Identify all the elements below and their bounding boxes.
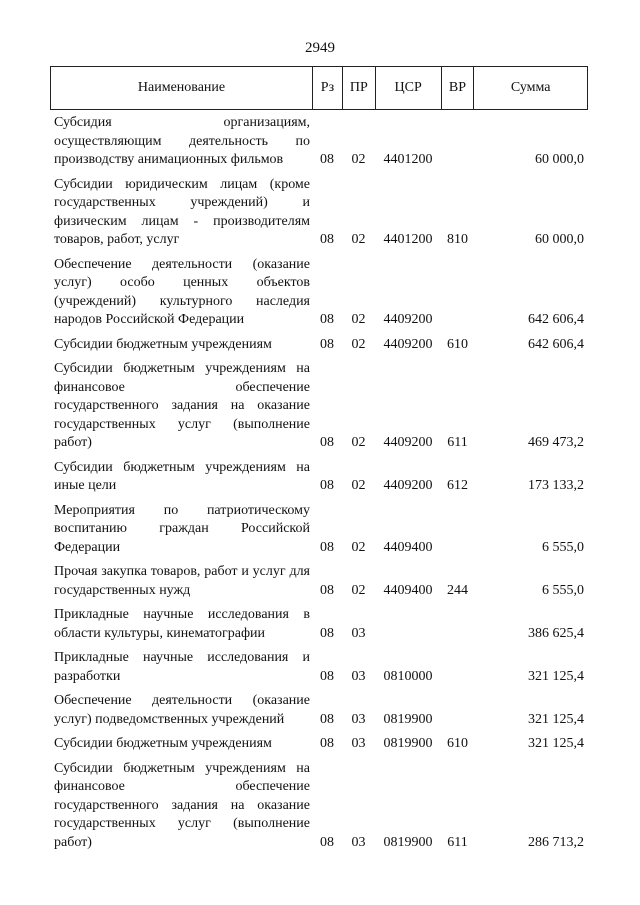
cell-sum: 173 133,2: [528, 478, 584, 493]
cell-vr: 612: [447, 478, 468, 493]
cell-csr: 4409400: [383, 582, 433, 598]
cell-vr: 611: [447, 435, 468, 450]
cell-name: Обеспечение деятельности (оказание услуг) подведомственных учреждений: [54, 693, 310, 727]
cell-pr: 02: [351, 582, 366, 598]
cell-rz: 08: [320, 668, 334, 684]
cell-rz: 08: [320, 232, 334, 247]
table-row: [50, 606, 588, 643]
cell-csr: 4409400: [383, 539, 433, 555]
cell-name: Субсидии бюджетным учреждениям: [54, 336, 272, 352]
header-csr: ЦСР: [375, 67, 441, 109]
cell-rz: 08: [320, 582, 334, 598]
table-row: [50, 256, 588, 330]
cell-name: Субсидии бюджетным учреждениям на иные цели: [54, 459, 310, 493]
cell-sum: 321 125,4: [528, 711, 584, 727]
header-rz: Рз: [312, 67, 342, 109]
cell-name: Субсидии бюджетным учреждениям: [54, 736, 272, 751]
cell-name: Субсидии юридическим лицам (кроме государственных учреждений) и физическим лицам - производителям товаров, работ, услуг: [54, 176, 310, 247]
cell-pr: 03: [351, 625, 366, 641]
table-row: [50, 459, 588, 496]
cell-sum: 642 606,4: [528, 336, 584, 352]
cell-pr: 03: [351, 834, 366, 850]
table-row: [50, 649, 588, 686]
cell-name: Прочая закупка товаров, работ и услуг для государственных нужд: [54, 564, 310, 598]
cell-pr: 02: [351, 478, 366, 493]
cell-csr: 4401200: [383, 152, 433, 167]
cell-rz: 08: [320, 834, 334, 850]
cell-csr: 4409200: [383, 336, 433, 352]
cell-csr: 4409200: [383, 478, 433, 493]
cell-pr: 02: [351, 435, 366, 450]
cell-rz: 08: [320, 336, 334, 352]
table-row: [50, 360, 588, 453]
table-row: [50, 502, 588, 558]
cell-vr: 610: [447, 736, 468, 751]
header-pr: ПР: [342, 67, 375, 109]
cell-csr: 4409200: [383, 312, 433, 327]
cell-sum: 60 000,0: [535, 152, 584, 167]
cell-pr: 02: [351, 232, 366, 247]
cell-csr: 0819900: [383, 736, 433, 751]
cell-sum: 321 125,4: [528, 736, 584, 751]
cell-rz: 08: [320, 478, 334, 493]
cell-sum: 286 713,2: [528, 834, 584, 850]
table-row: [50, 735, 588, 754]
cell-pr: 02: [351, 152, 366, 167]
cell-pr: 03: [351, 736, 366, 751]
cell-csr: 0819900: [383, 834, 433, 850]
cell-sum: 642 606,4: [528, 312, 584, 327]
cell-pr: 03: [351, 668, 366, 684]
cell-sum: 469 473,2: [528, 435, 584, 450]
table-row: [50, 563, 588, 600]
cell-name: Субсидия организациям, осуществляющим деятельность по производству анимационных фильмов: [54, 115, 310, 167]
cell-vr: 611: [447, 834, 468, 850]
cell-name: Прикладные научные исследования в области культуры, кинематографии: [54, 607, 310, 641]
cell-rz: 08: [320, 625, 334, 641]
table-row: [50, 176, 588, 250]
table-row: [50, 760, 588, 853]
cell-name: Прикладные научные исследования и разработки: [54, 650, 310, 684]
cell-sum: 321 125,4: [528, 668, 584, 684]
cell-csr: 4409200: [383, 435, 433, 450]
table-body: [50, 114, 588, 852]
cell-sum: 60 000,0: [535, 232, 584, 247]
cell-vr: 244: [447, 582, 468, 598]
cell-name: Мероприятия по патриотическому воспитанию граждан Российской Федерации: [54, 502, 310, 555]
cell-rz: 08: [320, 711, 334, 727]
cell-rz: 08: [320, 152, 334, 167]
cell-pr: 02: [351, 336, 366, 352]
header-sum: Сумма: [473, 67, 587, 109]
cell-rz: 08: [320, 435, 334, 450]
cell-csr: 0819900: [383, 711, 433, 727]
cell-name: Субсидии бюджетным учреждениям на финансовое обеспечение государственного задания на оказание государственных услуг (выполнение работ): [54, 760, 310, 850]
header-name: Наименование: [137, 80, 226, 95]
cell-name: Обеспечение деятельности (оказание услуг) особо ценных объектов (учреждений) культурного наследия народов Российской Федерации: [54, 256, 310, 327]
cell-rz: 08: [320, 736, 334, 751]
header-vr: ВР: [441, 67, 474, 109]
cell-vr: 810: [447, 232, 468, 247]
cell-pr: 02: [351, 539, 366, 555]
cell-vr: 610: [447, 336, 468, 352]
cell-csr: 0810000: [383, 668, 433, 684]
budget-table: [50, 66, 588, 852]
page-number: 2949: [305, 40, 335, 56]
cell-rz: 08: [320, 539, 334, 555]
cell-pr: 02: [351, 312, 366, 327]
table-row: [50, 114, 588, 170]
cell-sum: 6 555,0: [542, 582, 584, 598]
cell-csr: 4401200: [383, 232, 433, 247]
table-header: [50, 66, 588, 110]
table-row: [50, 336, 588, 355]
cell-sum: 386 625,4: [528, 625, 584, 641]
cell-rz: 08: [320, 312, 334, 327]
cell-pr: 03: [351, 711, 366, 727]
cell-sum: 6 555,0: [542, 539, 584, 555]
cell-name: Субсидии бюджетным учреждениям на финансовое обеспечение государственного задания на оказание государственных услуг (выполнение работ): [54, 361, 310, 450]
table-row: [50, 692, 588, 729]
